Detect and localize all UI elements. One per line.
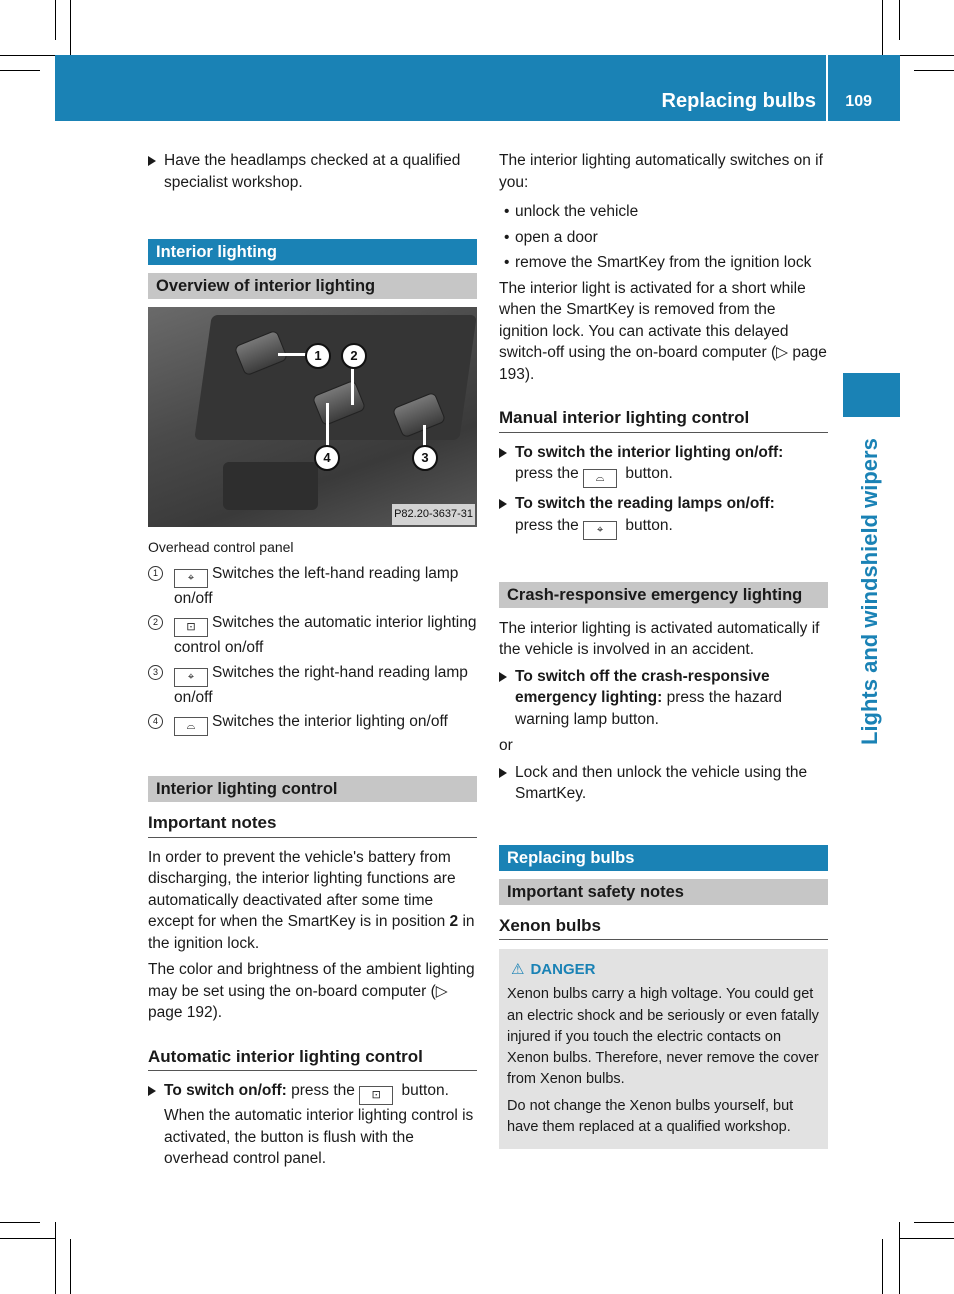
instruction-item	[148, 150, 477, 193]
subsection-heading-overview: Overview of interior lighting	[148, 273, 477, 299]
crop-mark	[882, 1239, 883, 1294]
instruction-text: button. When the automatic interior lighting control is activated, the button is flush with the overhead control panel.	[164, 1082, 474, 1167]
page-number: 109	[845, 93, 872, 110]
right-column	[499, 150, 828, 1149]
legend-text: Switches the left-hand reading lamp on/off	[174, 564, 459, 607]
reading-lamp-icon: ⌖	[174, 569, 208, 588]
arrow-icon	[499, 448, 507, 458]
instruction-item	[499, 442, 828, 489]
danger-box	[499, 949, 828, 1149]
subsection-heading-crash: Crash-responsive emergency lighting	[499, 582, 828, 608]
notes-paragraph-2: The color and brightness of the ambient lighting may be set using the on-board computer (▷ page 192).	[148, 961, 475, 1021]
auto-intro: The interior lighting automatically switches on if you:	[499, 152, 823, 191]
subsection-heading-safety: Important safety notes	[499, 879, 828, 905]
auto-light-icon: ⊡	[174, 618, 208, 637]
crop-mark	[914, 70, 954, 71]
crop-mark	[882, 0, 883, 55]
instruction-item	[499, 762, 828, 805]
callout-leader	[326, 403, 329, 447]
notes-text: in the ignition lock.	[148, 913, 475, 952]
photo-reference-code: P82.20-3637-31	[392, 504, 475, 526]
list-item-text: unlock the vehicle	[515, 203, 639, 220]
callout-4: 4	[314, 445, 340, 471]
danger-heading	[507, 959, 820, 980]
instruction-bold: To switch on/off:	[164, 1082, 287, 1099]
instruction-text: press the	[286, 1082, 360, 1099]
bullet-icon: •	[504, 203, 510, 220]
auto-light-icon: ⊡	[359, 1086, 393, 1105]
crop-mark	[55, 0, 56, 40]
interior-light-icon: ⌓	[174, 717, 208, 736]
crop-mark	[899, 1238, 954, 1239]
crop-mark	[0, 70, 40, 71]
instruction-text: Lock and then unlock the vehicle using the SmartKey.	[515, 763, 808, 802]
legend-number: 3	[148, 665, 163, 680]
section-heading-interior-lighting: Interior lighting	[148, 239, 477, 265]
arrow-icon	[499, 499, 507, 509]
heading-automatic-control: Automatic interior lighting control	[148, 1046, 477, 1072]
or-text: or	[499, 737, 513, 754]
list-item-text: remove the SmartKey from the ignition lock	[515, 254, 812, 271]
chapter-title: Lights and windshield wipers	[857, 438, 882, 745]
heading-important-notes: Important notes	[148, 812, 477, 838]
crop-mark	[899, 0, 900, 40]
instruction-text: press the	[515, 465, 584, 482]
callout-1: 1	[305, 343, 331, 369]
list-item-text: open a door	[515, 228, 598, 246]
instruction-bold: To switch off the crash-responsive emergency lighting:	[515, 667, 770, 706]
reading-lamp-icon: ⌖	[174, 668, 208, 687]
crop-mark	[0, 1222, 40, 1223]
list-item	[499, 201, 828, 223]
instruction-bold: To switch the interior lighting on/off:	[515, 443, 784, 461]
crop-mark	[899, 55, 954, 56]
callout-leader	[423, 425, 426, 447]
instruction-text: button.	[621, 516, 673, 534]
legend-item-2	[148, 612, 477, 659]
interior-light-icon: ⌓	[583, 469, 617, 488]
callout-2: 2	[341, 343, 367, 369]
chapter-tab	[843, 373, 900, 417]
list-item	[499, 227, 828, 249]
bullet-icon: •	[504, 254, 510, 271]
page-header	[55, 55, 900, 121]
bullet-icon: •	[504, 228, 510, 246]
lower-switch-panel	[223, 462, 318, 510]
danger-paragraph-1: Xenon bulbs carry a high voltage. You could get an electric shock and be seriously or even fatally injured if you touch the electric contacts on Xenon bulbs. Therefore, never remove the cover from Xenon bulbs.	[507, 986, 819, 1088]
instruction-item	[148, 1080, 477, 1170]
notes-text: In order to prevent the vehicle's battery from discharging, the interior lighting functions are automatically deactivated after some time except for when the SmartKey is in position	[148, 848, 456, 930]
photo-caption: Overhead control panel	[148, 539, 294, 555]
list-item	[499, 252, 828, 274]
instruction-bold: To switch the reading lamps on/off:	[515, 495, 775, 512]
legend-number: 1	[148, 566, 163, 581]
instruction-item	[499, 666, 828, 731]
arrow-icon	[499, 768, 507, 778]
instruction-text: button.	[621, 465, 673, 482]
crop-mark	[0, 55, 55, 56]
crash-paragraph: The interior lighting is activated automatically if the vehicle is involved in an accident.	[499, 619, 820, 658]
subsection-heading-control: Interior lighting control	[148, 776, 477, 802]
delay-paragraph: The interior light is activated for a short while when the SmartKey is removed from the ignition lock. You can activate this delayed switch-off using the on-board computer (▷ page 193).	[499, 279, 827, 383]
instruction-text: press the	[515, 516, 584, 534]
legend-number: 2	[148, 615, 163, 630]
overhead-control-panel-photo	[148, 307, 477, 527]
instruction-text: Have the headlamps checked at a qualified specialist workshop.	[164, 152, 461, 191]
header-title: Replacing bulbs	[661, 90, 816, 112]
legend-item-1	[148, 563, 477, 610]
callout-3: 3	[412, 445, 438, 471]
header-separator	[826, 55, 828, 121]
instruction-text: press the hazard warning lamp button.	[515, 689, 783, 728]
crop-mark	[55, 1222, 56, 1294]
heading-manual-control: Manual interior lighting control	[499, 407, 828, 433]
notes-paragraph-1	[148, 847, 477, 955]
crop-mark	[914, 1222, 954, 1223]
legend-text: Switches the right-hand reading lamp on/off	[174, 663, 468, 706]
crop-mark	[0, 1238, 55, 1239]
reading-lamp-icon: ⌖	[583, 521, 617, 540]
instruction-item	[499, 493, 828, 540]
section-heading-replacing-bulbs: Replacing bulbs	[499, 845, 828, 871]
legend-text: Switches the automatic interior lighting control on/off	[174, 614, 477, 656]
crop-mark	[70, 1239, 71, 1294]
crop-mark	[899, 1222, 900, 1294]
legend-number: 4	[148, 714, 163, 729]
crop-mark	[70, 0, 71, 55]
legend-item-3	[148, 662, 477, 709]
arrow-icon	[148, 1086, 156, 1096]
arrow-icon	[148, 156, 156, 166]
callout-leader	[351, 365, 354, 405]
legend-item-4	[148, 711, 477, 736]
danger-paragraph-2: Do not change the Xenon bulbs yourself, but have them replaced at a qualified workshop.	[507, 1097, 794, 1136]
warning-triangle-icon: ⚠	[511, 961, 525, 978]
left-column	[148, 150, 477, 1175]
arrow-icon	[499, 672, 507, 682]
heading-xenon-bulbs: Xenon bulbs	[499, 915, 828, 941]
danger-label: DANGER	[530, 961, 596, 978]
ignition-position: 2	[449, 913, 459, 930]
legend-text: Switches the interior lighting on/off	[212, 713, 448, 730]
